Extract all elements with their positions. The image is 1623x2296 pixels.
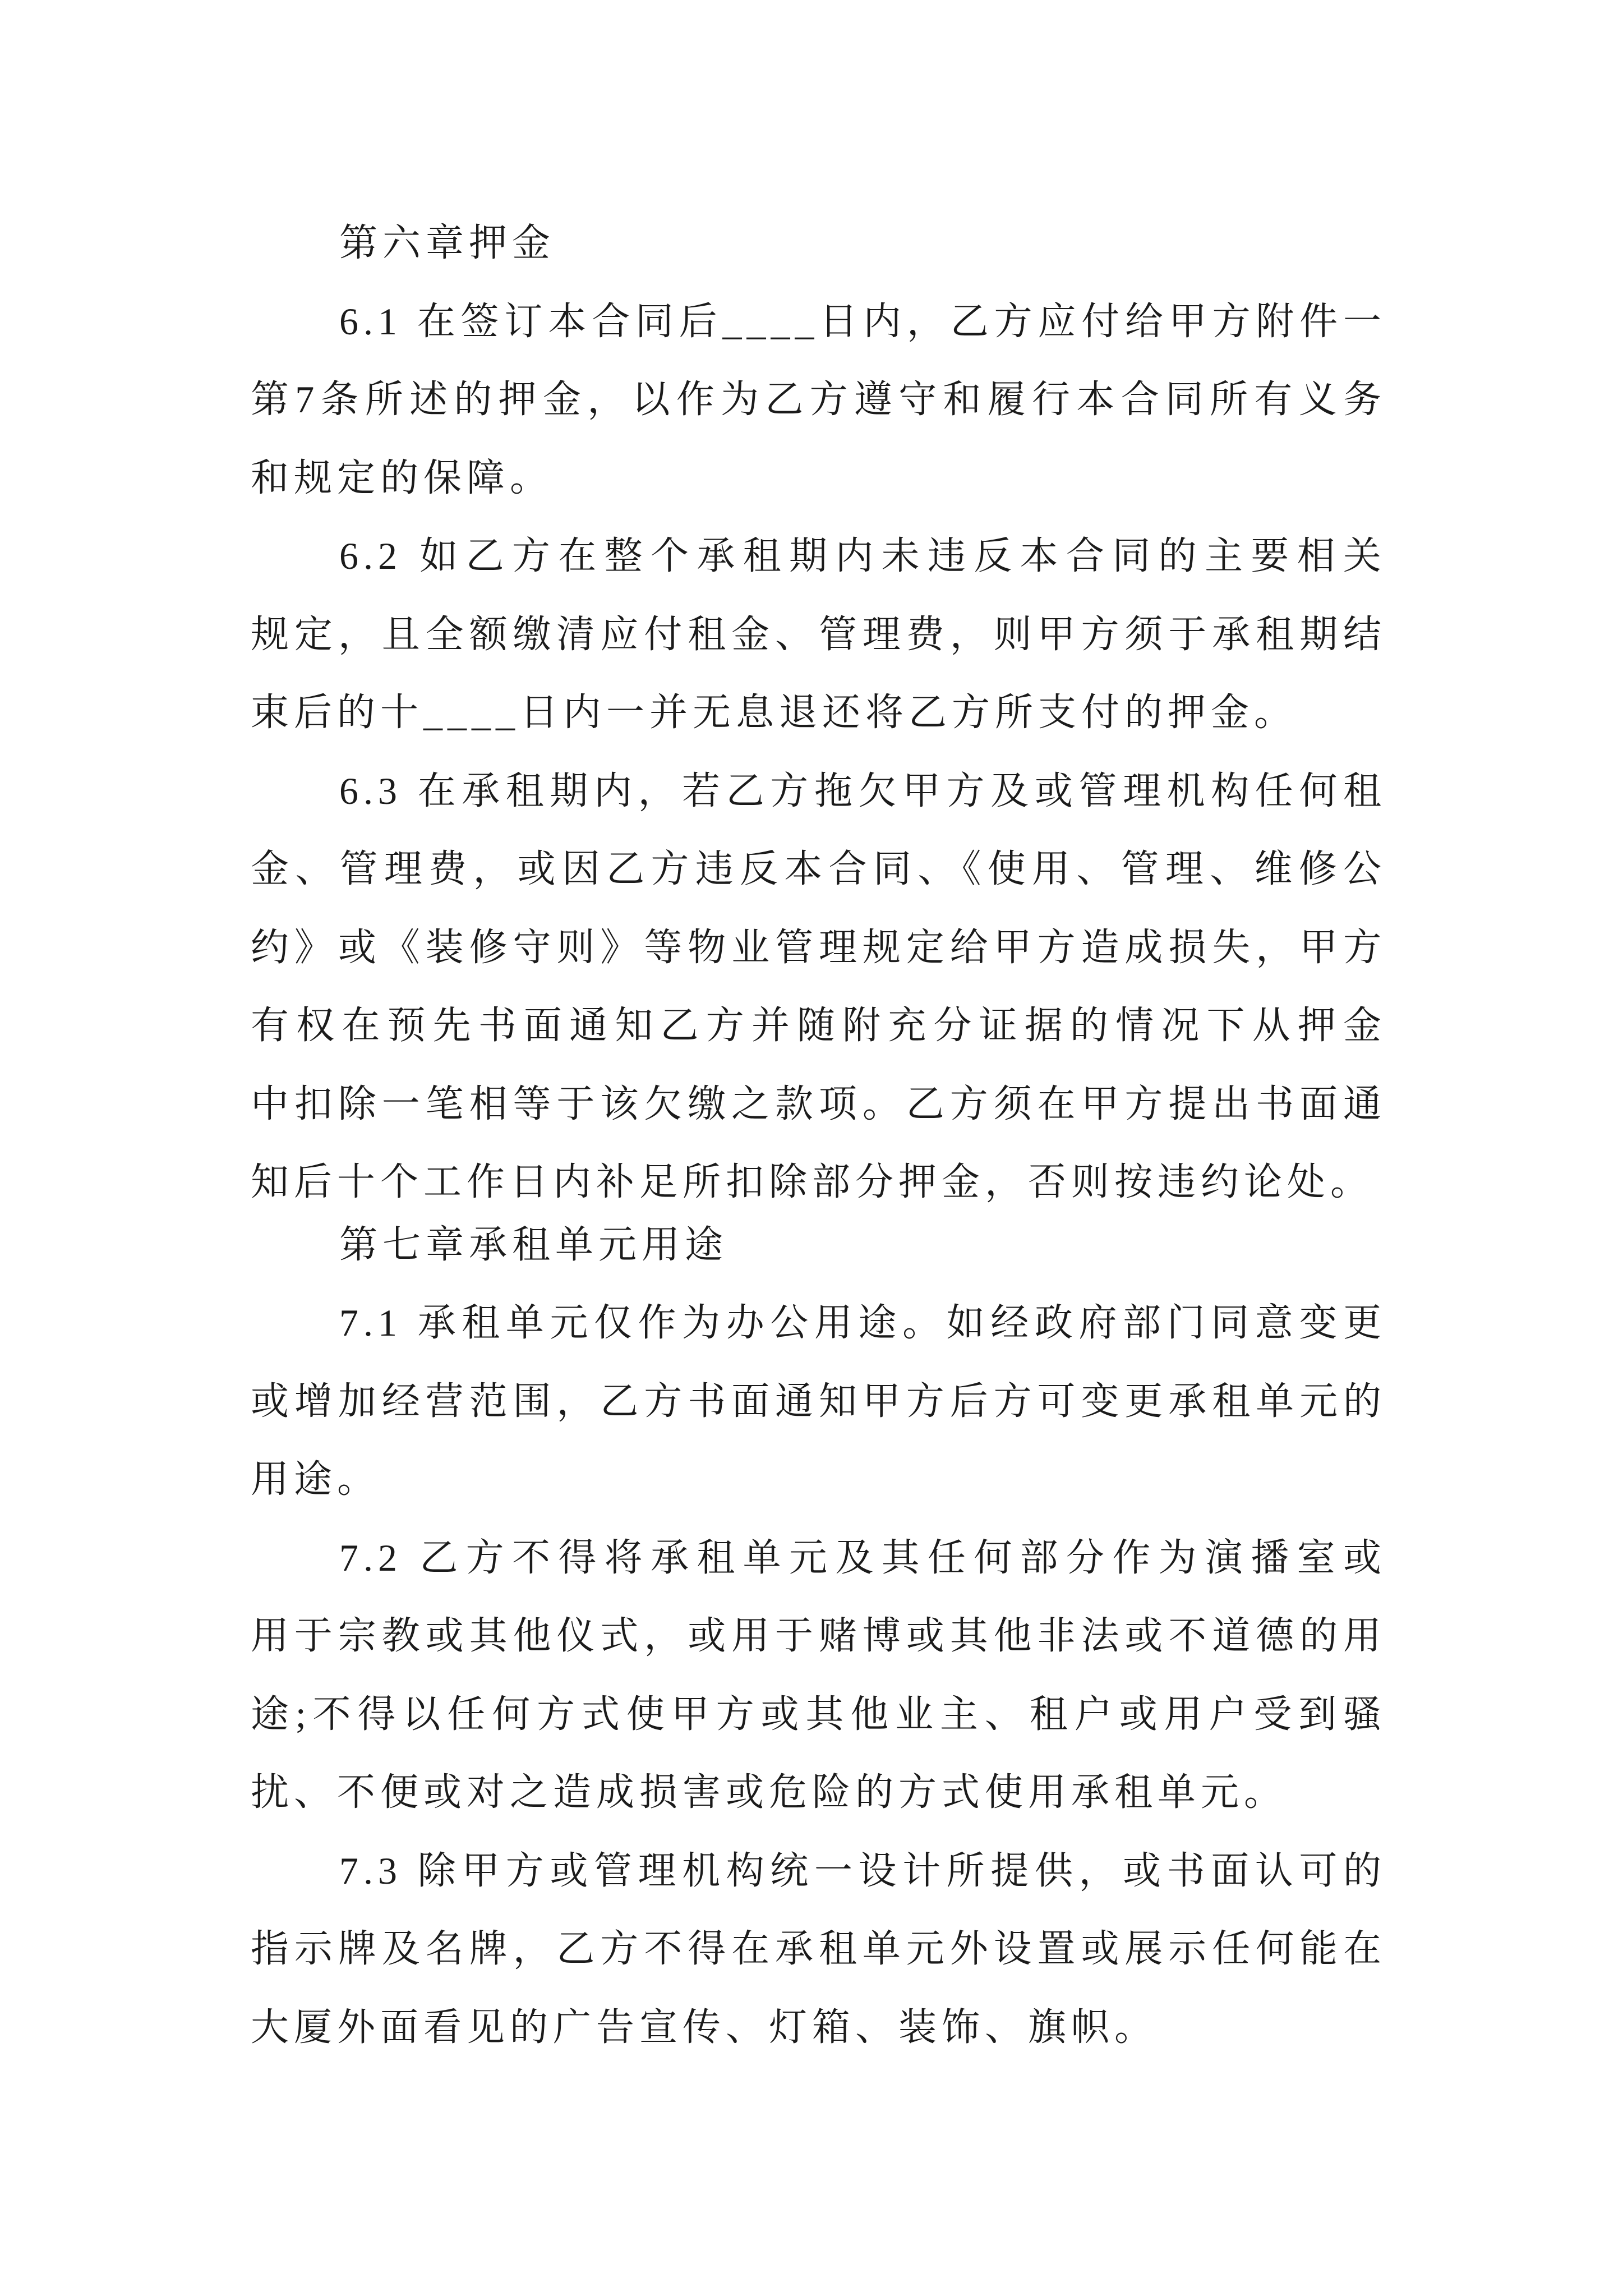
clause-line: 扰、不便或对之造成损害或危险的方式使用承租单元。 (251, 1771, 1288, 1814)
clause-line: 6.1 在签订本合同后____日内，乙方应付给甲方附件一 (339, 300, 1386, 343)
chapter-6-heading: 第六章押金 (339, 222, 556, 264)
clause-line: 中扣除一笔相等于该欠缴之款项。乙方须在甲方提出书面通 (251, 1082, 1386, 1125)
clause-line: 知后十个工作日内补足所扣除部分押金，否则按违约论处。 (251, 1161, 1374, 1203)
clause-line: 金、管理费，或因乙方违反本合同、《使用、管理、维修公 (251, 848, 1386, 890)
clause-line: 规定，且全额缴清应付租金、管理费，则甲方须于承租期结 (251, 613, 1386, 656)
clause-line: 约》或《装修守则》等物业管理规定给甲方造成损失，甲方 (251, 926, 1386, 969)
clause-line: 6.2 如乙方在整个承租期内未违反本合同的主要相关 (339, 535, 1386, 577)
clause-line: 用途。 (251, 1458, 381, 1501)
clause-line: 7.3 除甲方或管理机构统一设计所提供，或书面认可的 (339, 1849, 1386, 1892)
clause-line: 和规定的保障。 (251, 456, 554, 499)
clause-line: 有权在预先书面通知乙方并随附充分证据的情况下从押金 (251, 1004, 1386, 1047)
clause-line: 第7条所述的押金，以作为乙方遵守和履行本合同所有义务 (251, 378, 1386, 421)
chapter-7-heading: 第七章承租单元用途 (339, 1223, 728, 1266)
clause-line: 7.1 承租单元仅作为办公用途。如经政府部门同意变更 (339, 1301, 1386, 1344)
clause-6-3 (251, 752, 1386, 1222)
clause-7-2 (251, 1519, 1386, 1832)
clause-line: 指示牌及名牌，乙方不得在承租单元外设置或展示任何能在 (251, 1927, 1386, 1970)
clause-7-3 (251, 1832, 1386, 2067)
chapter-7-section (251, 1206, 1386, 2067)
clause-6-2 (251, 517, 1386, 752)
clause-line: 6.3 在承租期内，若乙方拖欠甲方及或管理机构任何租 (339, 769, 1386, 812)
clause-line: 束后的十____日内一并无息退还将乙方所支付的押金。 (251, 691, 1298, 734)
clause-line: 7.2 乙方不得将承租单元及其任何部分作为演播室或 (339, 1536, 1386, 1579)
clause-line: 用于宗教或其他仪式，或用于赌博或其他非法或不道德的用 (251, 1614, 1386, 1657)
clause-line: 或增加经营范围，乙方书面通知甲方后方可变更承租单元的 (251, 1379, 1386, 1423)
clause-7-1 (251, 1284, 1386, 1519)
clause-line: 途;不得以任何方式使甲方或其他业主、租户或用户受到骚 (251, 1692, 1386, 1736)
clause-6-1 (251, 283, 1386, 518)
clause-line: 大厦外面看见的广告宣传、灯箱、装饰、旗帜。 (251, 2005, 1158, 2049)
document-body (251, 204, 1386, 2067)
chapter-6-section (251, 204, 1386, 1222)
